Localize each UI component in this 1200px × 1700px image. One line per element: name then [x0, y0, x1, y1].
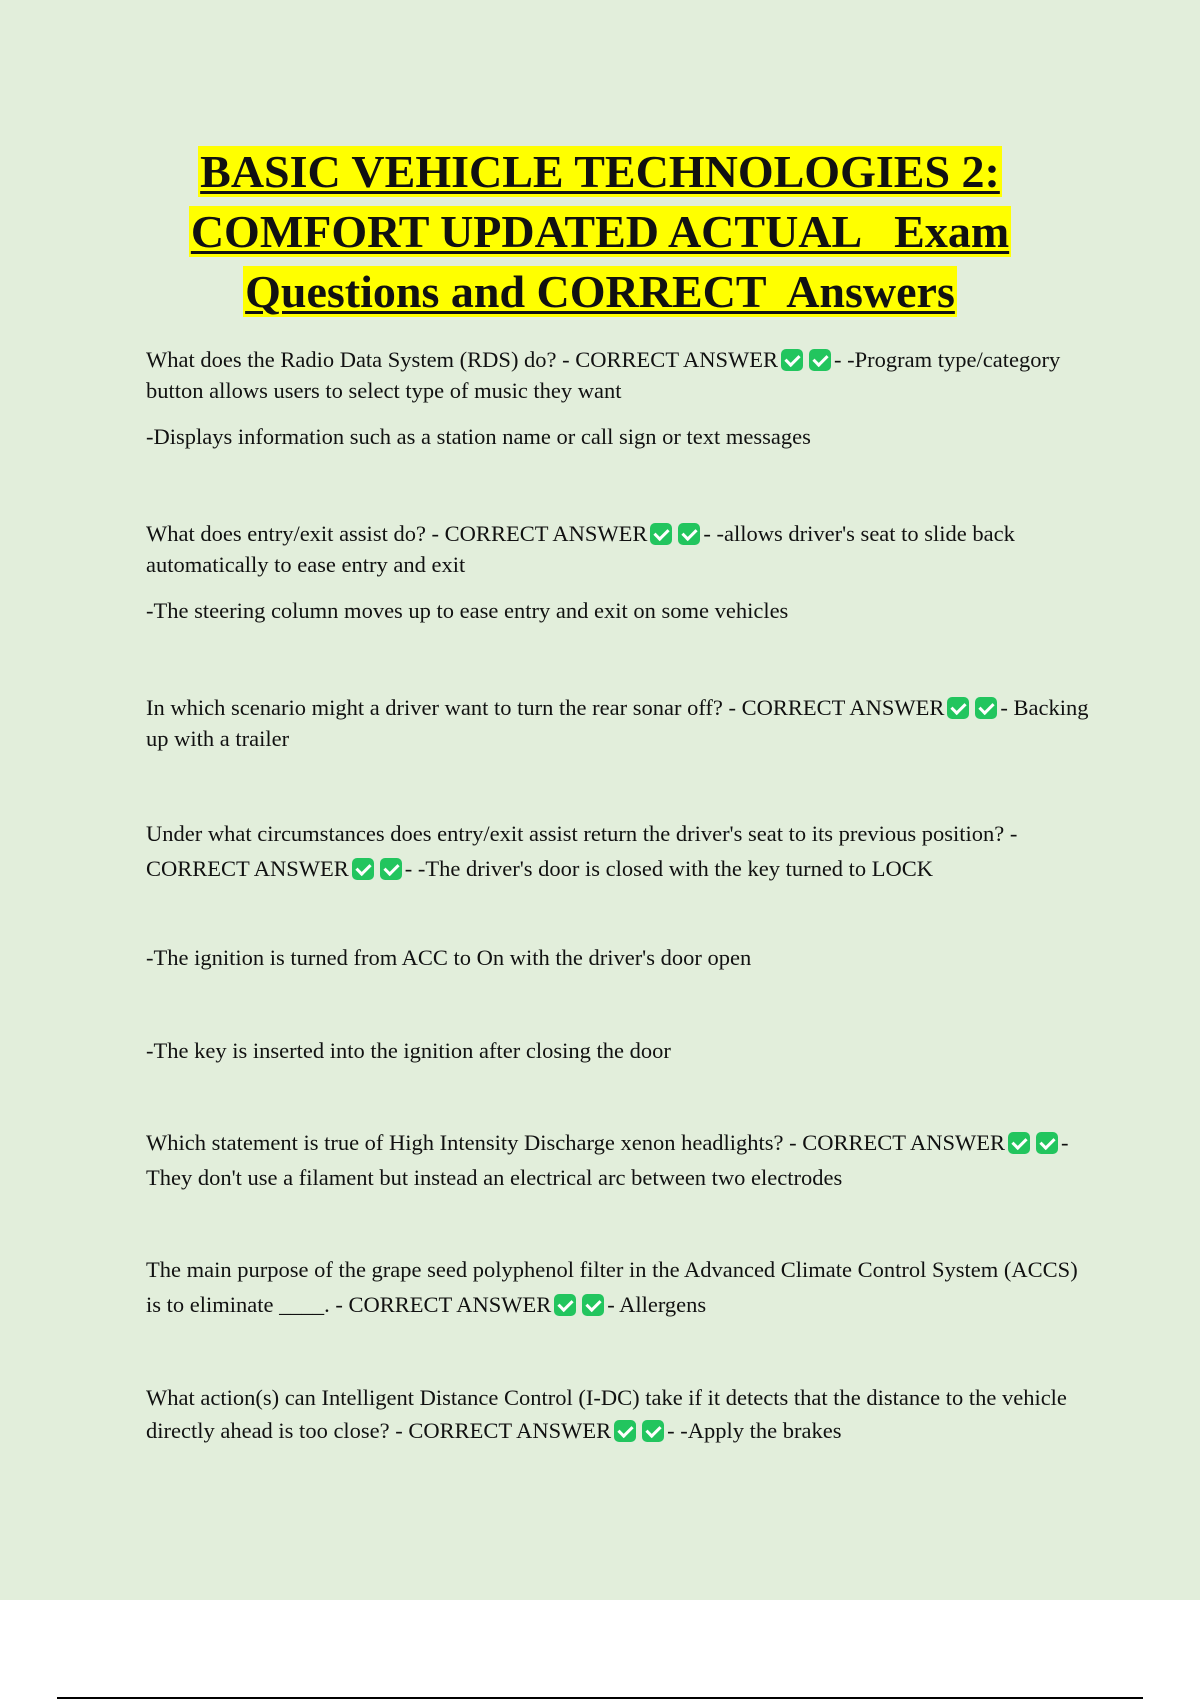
answer-text: - -allows driver's seat to slide back automatically to ease entry and exit [146, 521, 1015, 577]
check-icon [809, 349, 831, 371]
qa-item-3 [146, 692, 1096, 754]
question-text: The main purpose of the grape seed polyphenol filter in the Advanced Climate Control System (ACCS) is to eliminate ____. - CORRECT ANSWER [146, 1257, 1078, 1317]
answer-text: - -Program type/category button allows users to select type of music they want [146, 347, 1061, 403]
check-icon [947, 697, 969, 719]
check-icon [781, 349, 803, 371]
qa-item-5 [146, 1125, 1106, 1195]
qa-item-4 [146, 816, 1096, 886]
qa-item-2 [146, 518, 1096, 580]
check-icon [650, 523, 672, 545]
check-icon [975, 697, 997, 719]
qa-item-1 [146, 344, 1096, 406]
check-icon [582, 1294, 604, 1316]
question-text: Under what circumstances does entry/exit assist return the driver's seat to its previous position? - CORRECT ANSWER [146, 821, 1018, 881]
qa-item-2-extra: -The steering column moves up to ease entry and exit on some vehicles [146, 598, 789, 623]
check-icon [1036, 1132, 1058, 1154]
title-line-2: COMFORT UPDATED ACTUAL Exam [190, 206, 1010, 257]
question-text: What action(s) can Intelligent Distance Control (I-DC) take if it detects that the distance to the vehicle directly ahead is too close? - CORRECT ANSWER [146, 1385, 1067, 1443]
check-icon [642, 1420, 664, 1442]
answer-text: - They don't use a filament but instead an electrical arc between two electrodes [146, 1130, 1069, 1190]
qa-item-6 [146, 1252, 1096, 1322]
check-icon [352, 858, 374, 880]
question-text: In which scenario might a driver want to turn the rear sonar off? - CORRECT ANSWER [146, 695, 945, 720]
answer-text: - Backing up with a trailer [146, 695, 1089, 751]
question-text: What does the Radio Data System (RDS) do? - CORRECT ANSWER [146, 347, 779, 372]
qa-item-4-extra: -The ignition is turned from ACC to On with the driver's door open [146, 945, 752, 970]
check-icon [614, 1420, 636, 1442]
check-icon [678, 523, 700, 545]
qa-item-4-extra2: -The key is inserted into the ignition after closing the door [146, 1038, 671, 1063]
footer-divider [57, 1697, 1143, 1699]
check-icon [380, 858, 402, 880]
title-line-3: Questions and CORRECT Answers [245, 266, 955, 317]
question-text: What does entry/exit assist do? - CORRECT ANSWER [146, 521, 648, 546]
check-icon [1008, 1132, 1030, 1154]
title-line-1: BASIC VEHICLE TECHNOLOGIES 2: [200, 146, 1000, 197]
check-icon [554, 1294, 576, 1316]
qa-item-7 [146, 1381, 1096, 1447]
answer-text: - -Apply the brakes [667, 1418, 842, 1443]
qa-item-1-extra: -Displays information such as a station name or call sign or text messages [146, 424, 811, 449]
answer-text: - -The driver's door is closed with the key turned to LOCK [404, 856, 934, 881]
answer-text: - Allergens [607, 1292, 707, 1317]
document-title [100, 142, 1100, 322]
question-text: Which statement is true of High Intensity Discharge xenon headlights? - CORRECT ANSWER [146, 1130, 1006, 1155]
